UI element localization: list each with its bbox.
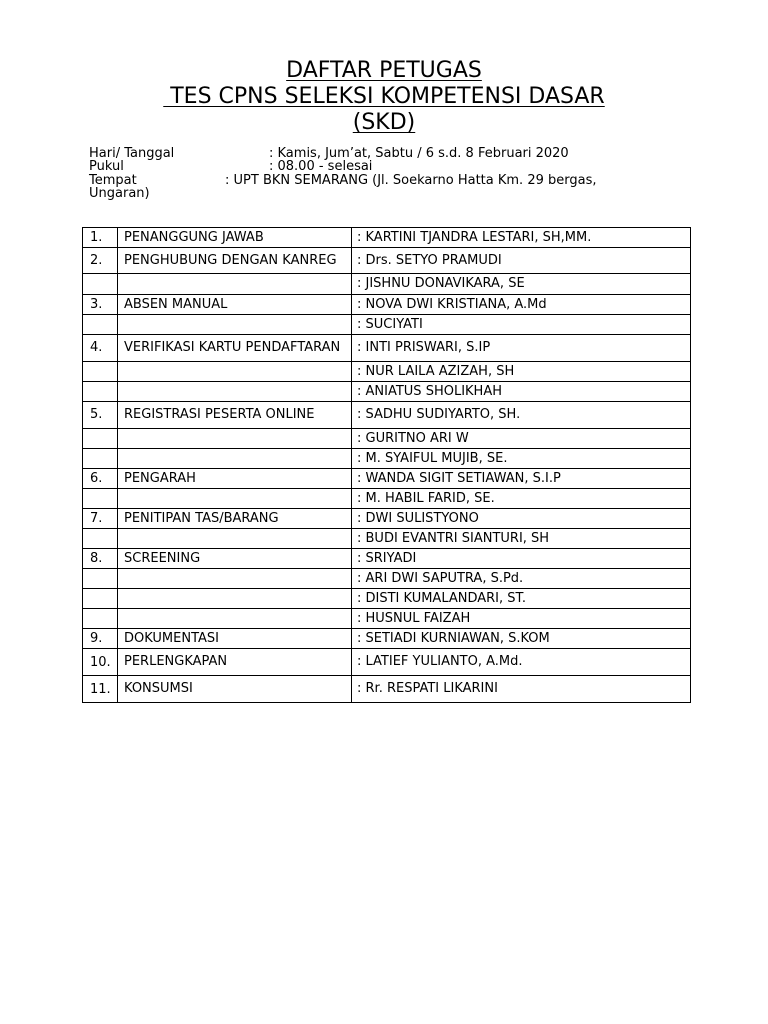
- officer-name: : DWI SULISTYONO: [352, 509, 691, 529]
- row-number: 4.: [83, 335, 118, 362]
- officer-name: : KARTINI TJANDRA LESTARI, SH,MM.: [352, 228, 691, 248]
- task-name: PENANGGUNG JAWAB: [118, 228, 352, 248]
- officer-name: : SUCIYATI: [352, 315, 691, 335]
- document-subtitle-abbrev: [0, 110, 768, 135]
- row-number: [83, 449, 118, 469]
- row-number: [83, 529, 118, 549]
- row-number: 3.: [83, 295, 118, 315]
- table-row: [83, 676, 691, 703]
- table-row: [83, 228, 691, 248]
- table-row: [83, 362, 691, 382]
- info-time-label: Pukul: [89, 159, 124, 174]
- row-number: [83, 429, 118, 449]
- table-row: [83, 489, 691, 509]
- officer-name: : M. SYAIFUL MUJIB, SE.: [352, 449, 691, 469]
- row-number: [83, 569, 118, 589]
- info-date-label: Hari/ Tanggal: [89, 146, 175, 161]
- officer-name: : NOVA DWI KRISTIANA, A.Md: [352, 295, 691, 315]
- table-row: [83, 248, 691, 274]
- row-number: 5.: [83, 402, 118, 429]
- table-row: [83, 629, 691, 649]
- task-name: [118, 529, 352, 549]
- table-row: [83, 589, 691, 609]
- task-name: [118, 609, 352, 629]
- info-time-value: : 08.00 - selesai: [269, 159, 373, 174]
- row-number: [83, 315, 118, 335]
- officer-name: : M. HABIL FARID, SE.: [352, 489, 691, 509]
- document-subtitle: [0, 84, 768, 109]
- row-number: [83, 609, 118, 629]
- task-name: PERLENGKAPAN: [118, 649, 352, 676]
- officer-name: : ARI DWI SAPUTRA, S.Pd.: [352, 569, 691, 589]
- task-name: PENGHUBUNG DENGAN KANREG: [118, 248, 352, 274]
- officer-name: : NUR LAILA AZIZAH, SH: [352, 362, 691, 382]
- officer-name: : INTI PRISWARI, S.IP: [352, 335, 691, 362]
- info-place-value-cont: Ungaran): [89, 186, 150, 201]
- officer-name: : LATIEF YULIANTO, A.Md.: [352, 649, 691, 676]
- officer-name: : HUSNUL FAIZAH: [352, 609, 691, 629]
- info-place-value: : UPT BKN SEMARANG (Jl. Soekarno Hatta Km. 29 bergas,: [225, 173, 597, 188]
- row-number: [83, 382, 118, 402]
- row-number: 11.: [83, 676, 118, 703]
- table-row: [83, 649, 691, 676]
- row-number: 2.: [83, 248, 118, 274]
- officer-name: : JISHNU DONAVIKARA, SE: [352, 274, 691, 295]
- table-row: [83, 449, 691, 469]
- task-name: [118, 315, 352, 335]
- row-number: 8.: [83, 549, 118, 569]
- table-row: [83, 509, 691, 529]
- row-number: [83, 589, 118, 609]
- row-number: 9.: [83, 629, 118, 649]
- task-name: [118, 274, 352, 295]
- row-number: 6.: [83, 469, 118, 489]
- task-name: [118, 382, 352, 402]
- task-name: [118, 489, 352, 509]
- officer-name: : SETIADI KURNIAWAN, S.KOM: [352, 629, 691, 649]
- officer-name: : BUDI EVANTRI SIANTURI, SH: [352, 529, 691, 549]
- document-title: [0, 58, 768, 83]
- row-number: 10.: [83, 649, 118, 676]
- task-name: REGISTRASI PESERTA ONLINE: [118, 402, 352, 429]
- task-name: DOKUMENTASI: [118, 629, 352, 649]
- title-line-2: TES CPNS SELEKSI KOMPETENSI DASAR: [163, 84, 605, 109]
- officer-name: : ANIATUS SHOLIKHAH: [352, 382, 691, 402]
- title-line-3: (SKD): [352, 110, 416, 135]
- table-row: [83, 429, 691, 449]
- table-row: [83, 569, 691, 589]
- table-row: [83, 335, 691, 362]
- row-number: 1.: [83, 228, 118, 248]
- officer-name: : Rr. RESPATI LIKARINI: [352, 676, 691, 703]
- officer-name: : Drs. SETYO PRAMUDI: [352, 248, 691, 274]
- officer-name: : GURITNO ARI W: [352, 429, 691, 449]
- row-number: [83, 489, 118, 509]
- title-line-1: DAFTAR PETUGAS: [286, 58, 482, 83]
- table-row: [83, 549, 691, 569]
- row-number: 7.: [83, 509, 118, 529]
- task-name: PENGARAH: [118, 469, 352, 489]
- task-name: KONSUMSI: [118, 676, 352, 703]
- row-number: [83, 362, 118, 382]
- info-date-value: : Kamis, Jum’at, Sabtu / 6 s.d. 8 Februari 2020: [269, 146, 569, 161]
- table-row: [83, 402, 691, 429]
- info-place-label: Tempat: [89, 173, 137, 188]
- table-row: [83, 529, 691, 549]
- task-name: PENITIPAN TAS/BARANG: [118, 509, 352, 529]
- table-row: [83, 609, 691, 629]
- table-row: [83, 274, 691, 295]
- table-row: [83, 295, 691, 315]
- task-name: [118, 449, 352, 469]
- task-name: [118, 362, 352, 382]
- task-name: [118, 429, 352, 449]
- table-row: [83, 382, 691, 402]
- task-name: [118, 589, 352, 609]
- officer-name: : DISTI KUMALANDARI, ST.: [352, 589, 691, 609]
- staff-table: [82, 227, 691, 703]
- task-name: ABSEN MANUAL: [118, 295, 352, 315]
- row-number: [83, 274, 118, 295]
- officer-name: : SRIYADI: [352, 549, 691, 569]
- task-name: VERIFIKASI KARTU PENDAFTARAN: [118, 335, 352, 362]
- task-name: SCREENING: [118, 549, 352, 569]
- officer-name: : SADHU SUDIYARTO, SH.: [352, 402, 691, 429]
- table-row: [83, 469, 691, 489]
- table-row: [83, 315, 691, 335]
- officer-name: : WANDA SIGIT SETIAWAN, S.I.P: [352, 469, 691, 489]
- task-name: [118, 569, 352, 589]
